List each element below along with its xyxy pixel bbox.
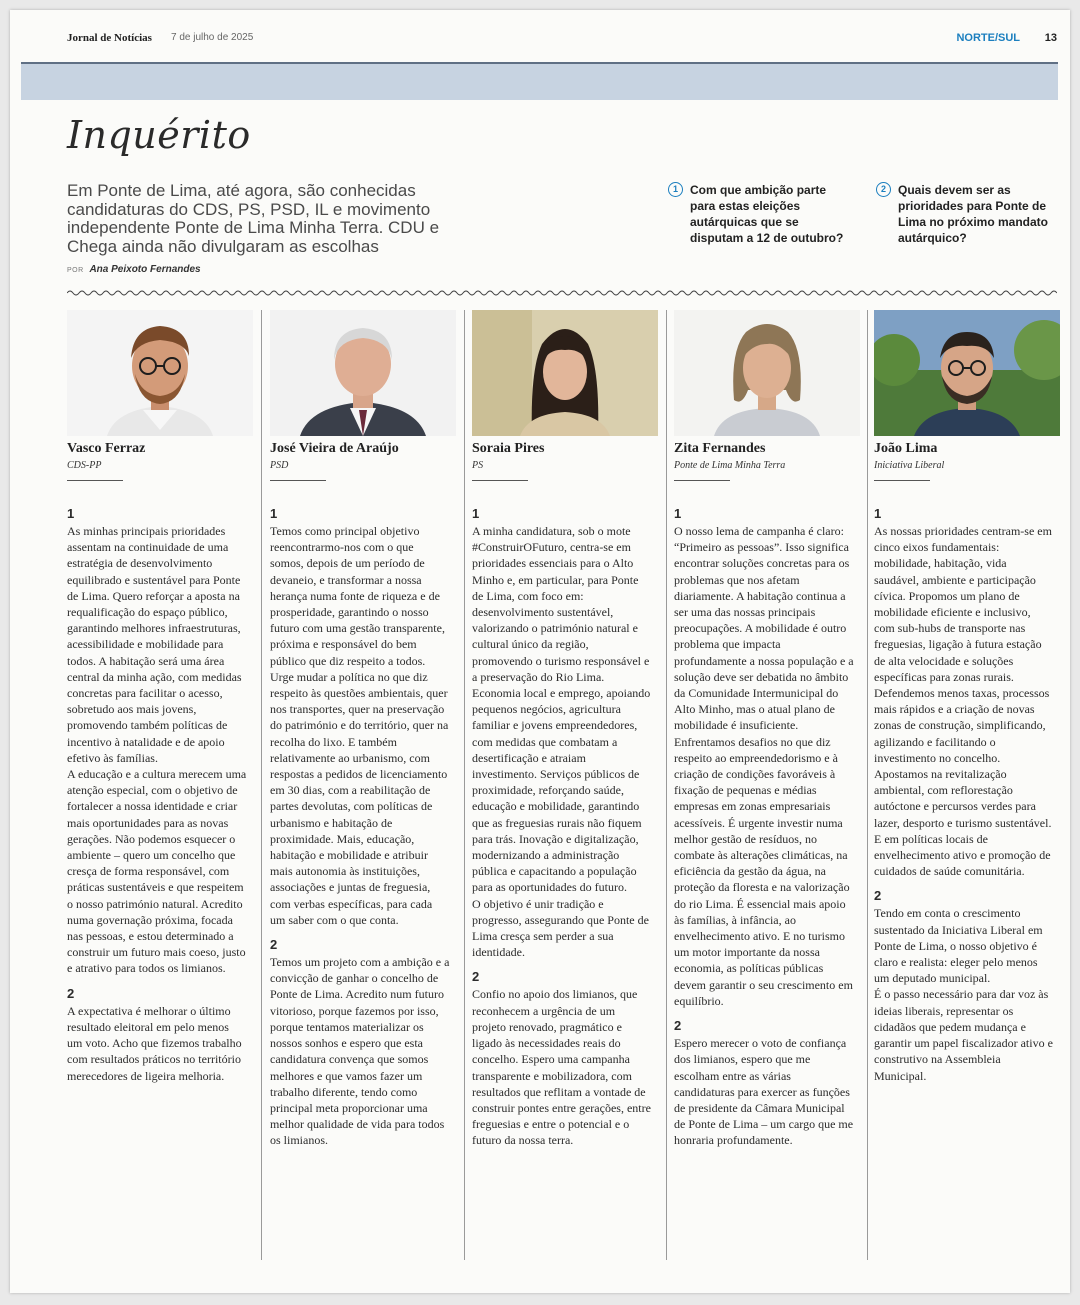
candidate-answers [270,507,450,1149]
candidate-name: João Lima [874,441,938,456]
candidate-party: PSD [270,460,289,471]
answer-2-text: Espero merecer o voto de confiança dos limianos, espero que me escolham entre as várias candidaturas para exercer as funções de presidente da Câmara Municipal de Ponte de Lima – um cargo que me honraria profundamente. [674,1036,854,1148]
candidate-party: Ponte de Lima Minha Terra [674,460,786,471]
candidate-name: Vasco Ferraz [67,441,146,456]
answer-number: 1 [67,506,75,521]
column-divider [464,310,465,1260]
candidate-photo [874,310,1060,436]
candidate-answers [874,507,1054,1084]
candidate-name: Soraia Pires [472,441,545,456]
candidate-photo [674,310,860,436]
candidate-answers [674,507,854,1149]
candidate-photo [270,310,456,436]
answer-1-text: A minha candidatura, sob o mote #ConstruirOFuturo, centra-se em prioridades essenciais para o Alto Minho e, em particular, para Ponte de Lima, com foco em: desenvolvimento sustentável, valorizando o património natural e cultural único da região, promovendo o turismo responsável e a preservação do Rio Lima. Economia local e emprego, apoiando pequenos negócios, agricultura familiar e jovens empreendedores, com medidas que combatam a desertificação e atraiam investimento. Serviços públicos de proximidade, reforçando saúde, educação e mobilidade, garantindo que as freguesias rurais não fiquem para trás. Inovação e digitalização, modernizando a administração pública e capacitando a população para as oportunidades do futuro. [472,524,651,895]
answer-2-text: Confio no apoio dos limianos, que reconhecem a urgência de um projeto renovado, pragmático e ligado às necessidades reais do concelho. Espero uma campanha transparente e mobilizadora, com resultados que reflitam a vontade de construir pontes entre gerações, entre freguesias e entre o potencial e o futuro da nossa terra. [472,987,651,1148]
question-text: Quais devem ser as prioridades para Ponte de Lima no próximo mandato autárquico? [898,183,1049,245]
answer-2-text: Temos um projeto com a ambição e a convicção de ganhar o concelho de Ponte de Lima. Acredito num futuro vitorioso, porque fazemos por isso, porque tentamos materializar os nossos sonhos e espero que esta candidatura convença que somos melhores e que vamos fazer um trabalho diferente, tendo como principal meta proporcionar uma melhor qualidade de vida para todos os limianos. [270,955,450,1148]
column-divider [261,310,262,1260]
answer-1-text-continued: Urge mudar a política no que diz respeito às questões ambientais, quer nos transportes, quer na preservação do património e do território, quer na recolha do lixo. E também relativamente ao urbanismo, com respostas a pedidos de licenciamento em 30 dias, com a reabilitação de partes devolutas, com políticas de urbanismo e habitação de proximidade. Mais, educação, habitação e mobilidade e atribuir mais autonomia às instituições, associações e juntas de freguesia, com verbas específicas, para cada um saber com o que conta. [270,669,449,927]
answer-2-text: A expectativa é melhorar o último resultado eleitoral em pelo menos um voto. Acho que fizemos trabalho com resultados práticos no território merecedores de ligeira melhoria. [67,1003,242,1083]
candidate-column-vasco-ferraz [67,310,253,1260]
candidate-photo [472,310,658,436]
candidate-party: Iniciativa Liberal [874,460,945,471]
byline-prefix: POR [67,267,84,274]
answer-1-text-continued: O objetivo é unir tradição e progresso, assegurando que Ponte de Lima cresça sem perder a sua identidade. [472,896,649,960]
answer-number: 1 [674,506,682,521]
candidate-party: CDS-PP [67,460,102,471]
candidate-photo [67,310,253,436]
answer-number: 1 [874,506,882,521]
answer-1-text-continued: A educação e a cultura merecem uma atenção especial, com o objetivo de fortalecer a nossa identidade e criar mais oportunidades para as novas gerações. Não podemos esquecer o ambiente – quero um concelho que cresça de forma responsável, com práticas sustentáveis e que respeitem o nosso património natural. Acredito numa governação próxima, focada nas pessoas, e estou determinado a construir um futuro mais coeso, justo e atrativo para todos os limianos. [67,767,247,976]
wavy-divider [67,289,1057,297]
answer-2-text: Tendo em conta o crescimento sustentado da Iniciativa Liberal em Ponte de Lima, o nosso objetivo é claro e realista: eleger pelo menos um deputado municipal. [874,906,1043,986]
publication-name: Jornal de Notícias [67,32,152,44]
answer-1-text: Temos como principal objetivo reencontrarmo-nos com o que somos, depois de um período de devaneio, e transformar a nossa herança numa fonte de riqueza e de prosperidade, garantindo o nosso futuro com uma gestão transparente, próxima e responsável do bem público que diz respeito a todos. [270,524,445,668]
name-underline [67,480,123,481]
page-header [67,32,1057,52]
answer-number: 1 [270,506,278,521]
article-intro: Em Ponte de Lima, até agora, são conhecidas candidaturas do CDS, PS, PSD, IL e movimento independente Ponte de Lima Minha Terra. CDU e Chega ainda não divulgaram as escolhas [67,181,440,256]
candidate-name: Zita Fernandes [674,441,766,456]
candidate-answers [472,507,652,1149]
name-underline [874,480,930,481]
newspaper-page [10,10,1070,1293]
page-number: 13 [1044,32,1057,44]
answer-1-text: As minhas principais prioridades assentam na continuidade de uma estratégia de desenvolvimento equilibrado e sustentável para Ponte de Lima. Quero reforçar a aposta na requalificação do espaço público, garantindo melhores infraestruturas, acessibilidade e mobilidade para todos. A habitação será uma área central da minha ação, com medidas concretas para facilitar o acesso, sobretudo aos mais jovens, promovendo também políticas de incentivo à natalidade e de apoio efetivo às famílias. [67,524,242,765]
answer-1-text: O nosso lema de campanha é claro: “Primeiro as pessoas”. Isso significa encontrar soluções concretas para os problemas que nos afetam diariamente. A habitação continua a ser uma das nossas principais preocupações. A mobilidade é outro problema que impacta profundamente a nossa população e a solução deve ser debatida no âmbito da Comunidade Intermunicipal do Alto Minho, mas o atual plano de mobilidade é insuficiente. Enfrentamos desafios no que diz respeito ao empreendedorismo e à criação de condições favoráveis à fixação de pequenas e médias empresas em zonas empresariais acessíveis. É urgente investir numa melhor gestão de resíduos, no combate às alterações climáticas, na eficiência da gestão da água, na proteção da floresta e na valorização do rio Lima. É essencial mais apoio às famílias, à infância, ao envelhecimento ativo. E no turismo um motor importante da nossa economia, as políticas públicas devem garantir o seu crescimento em equilíbrio. [674,524,854,1008]
candidate-name: José Vieira de Araújo [270,441,399,456]
question-text: Com que ambição parte para estas eleições autárquicas que se disputam a 12 de outubro? [690,183,844,245]
publication-date: 7 de julho de 2025 [171,32,254,43]
byline-author: Ana Peixoto Fernandes [89,264,201,275]
answer-1-text: As nossas prioridades centram-se em cinco eixos fundamentais: mobilidade, habitação, vida saudável, ambiente e participação cívica. Propomos um plano de mobilidade eficiente e inclusivo, com sub-hubs de transporte nas freguesias, ligação à futura estação de alta velocidade e soluções específicas para zonas rurais. Defendemos menos taxas, processos mais rápidos e a criação de novas zonas de construção, simplificando, agilizando e facilitando o investimento no concelho. Apostamos na revitalização ambiental, com reflorestação autóctone e percursos verdes para lazer, desporto e turismo sustentável. E em políticas locais de envelhecimento ativo e promoção de cuidados de saúde comunitária. [874,524,1052,879]
answer-2-text-continued: É o passo necessário para dar voz às ideias liberais, representar os cidadãos que pedem mudança e garantir um papel fiscalizador ativo e construtivo na Assembleia Municipal. [874,987,1053,1083]
header-band [21,62,1058,100]
answer-number: 2 [67,985,75,1001]
candidate-column-zita-fernandes [674,310,860,1260]
question-number: 2 [876,182,891,197]
candidate-party: PS [472,460,484,471]
candidate-column-soraia-pires [472,310,658,1260]
candidate-answers [67,507,247,1084]
candidate-column-jose-vieira-de-araujo [270,310,456,1260]
name-underline [674,480,730,481]
answer-number: 2 [674,1018,682,1034]
byline [67,264,201,275]
column-divider [867,310,868,1260]
name-underline [270,480,326,481]
answer-number: 2 [270,937,278,953]
question-number: 1 [668,182,683,197]
answer-number: 1 [472,506,480,521]
name-underline [472,480,528,481]
answer-number: 2 [874,888,882,904]
candidate-column-joao-lima [874,310,1060,1260]
column-divider [666,310,667,1260]
section-label: NORTE/SUL [956,32,1020,44]
article-title: Inquérito [67,113,251,157]
answer-number: 2 [472,969,480,985]
